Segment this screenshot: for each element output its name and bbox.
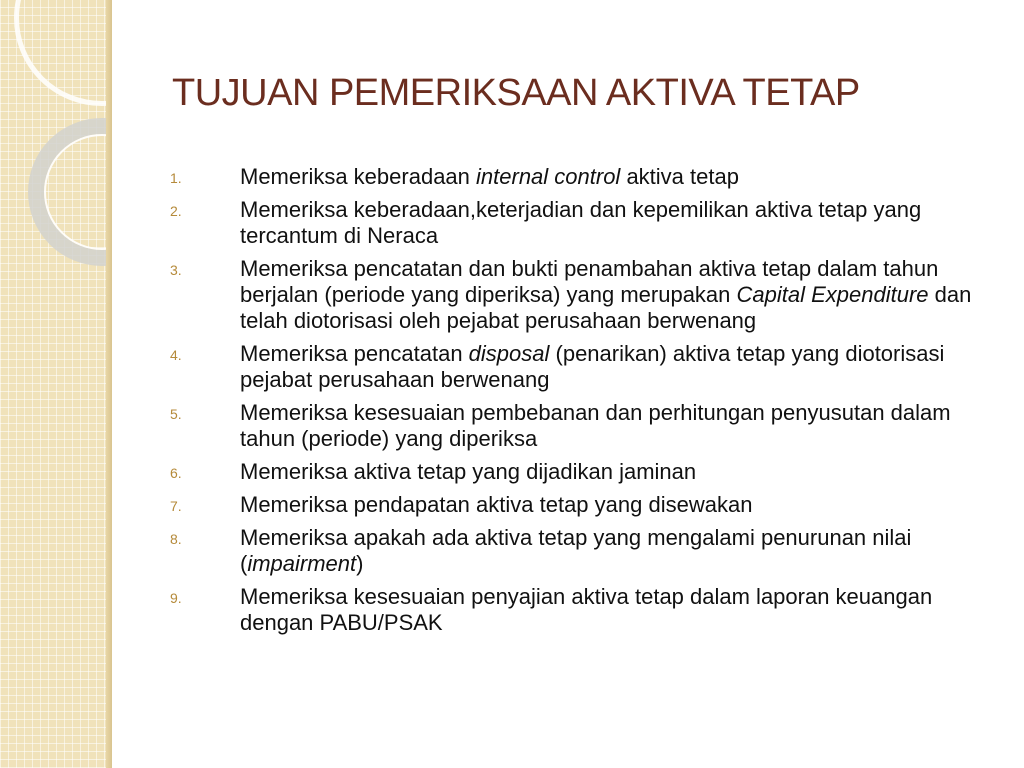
list-item-text [240,164,1000,190]
list-item-text [240,256,1000,334]
objective-list [170,164,1000,643]
list-item-text [240,525,1000,577]
list-item [170,492,1000,518]
list-item-text-segment: Memeriksa aktiva tetap yang dijadikan jaminan [240,459,697,484]
decorative-side-strip [0,0,112,768]
list-item [170,459,1000,485]
list-item-italic-term: internal control [476,164,621,189]
list-item-italic-term: impairment [247,551,357,576]
list-item [170,341,1000,393]
list-item-text-segment: Memeriksa kesesuaian penyajian aktiva tetap dalam laporan keuangan dengan PABU/PSAK [240,584,933,635]
list-item-text-segment: Memeriksa kesesuaian pembebanan dan perhitungan penyusutan dalam tahun (periode) yang diperiksa [240,400,951,451]
decorative-ring-large [14,0,112,106]
list-item-text [240,197,1000,249]
list-item-text [240,400,1000,452]
list-item-text-segment: Memeriksa apakah ada aktiva tetap yang mengalami penurunan nilai ( [240,525,912,576]
list-item-number: 1. [170,170,182,186]
list-item [170,525,1000,577]
list-item-text-segment: (penarikan) aktiva tetap yang diotorisasi pejabat perusahaan berwenang [240,341,945,392]
list-item-number: 7. [170,498,182,514]
list-item-text-segment: Memeriksa pencatatan dan bukti penambahan aktiva tetap dalam tahun berjalan (periode yang diperiksa) yang merupakan [240,256,939,307]
list-item-text [240,492,1000,518]
list-item-text-segment: Memeriksa pendapatan aktiva tetap yang disewakan [240,492,753,517]
list-item-text-segment: aktiva tetap [620,164,739,189]
list-item-number: 5. [170,406,182,422]
list-item-text [240,341,1000,393]
list-item-text-segment: ) [356,551,364,576]
list-item [170,584,1000,636]
list-item-text-segment: Memeriksa keberadaan [240,164,477,189]
list-item-italic-term: Capital Expenditure [736,282,929,307]
list-item-number: 4. [170,347,182,363]
list-item [170,400,1000,452]
list-item [170,256,1000,334]
list-item-number: 9. [170,590,182,606]
list-item [170,164,1000,190]
list-item-text [240,459,1000,485]
list-item-text-segment: Memeriksa keberadaan,keterjadian dan kepemilikan aktiva tetap yang tercantum di Neraca [240,197,922,248]
list-item-text-segment: Memeriksa pencatatan [240,341,469,366]
list-item-number: 8. [170,531,182,547]
list-item [170,197,1000,249]
list-item-text [240,584,1000,636]
list-item-number: 3. [170,262,182,278]
list-item-italic-term: disposal [468,341,550,366]
list-item-number: 6. [170,465,182,481]
slide-title: TUJUAN PEMERIKSAAN AKTIVA TETAP [172,72,860,114]
list-item-text-segment: dan telah diotorisasi oleh pejabat perusahaan berwenang [240,282,972,333]
list-item-number: 2. [170,203,182,219]
side-strip-edge [106,0,112,768]
